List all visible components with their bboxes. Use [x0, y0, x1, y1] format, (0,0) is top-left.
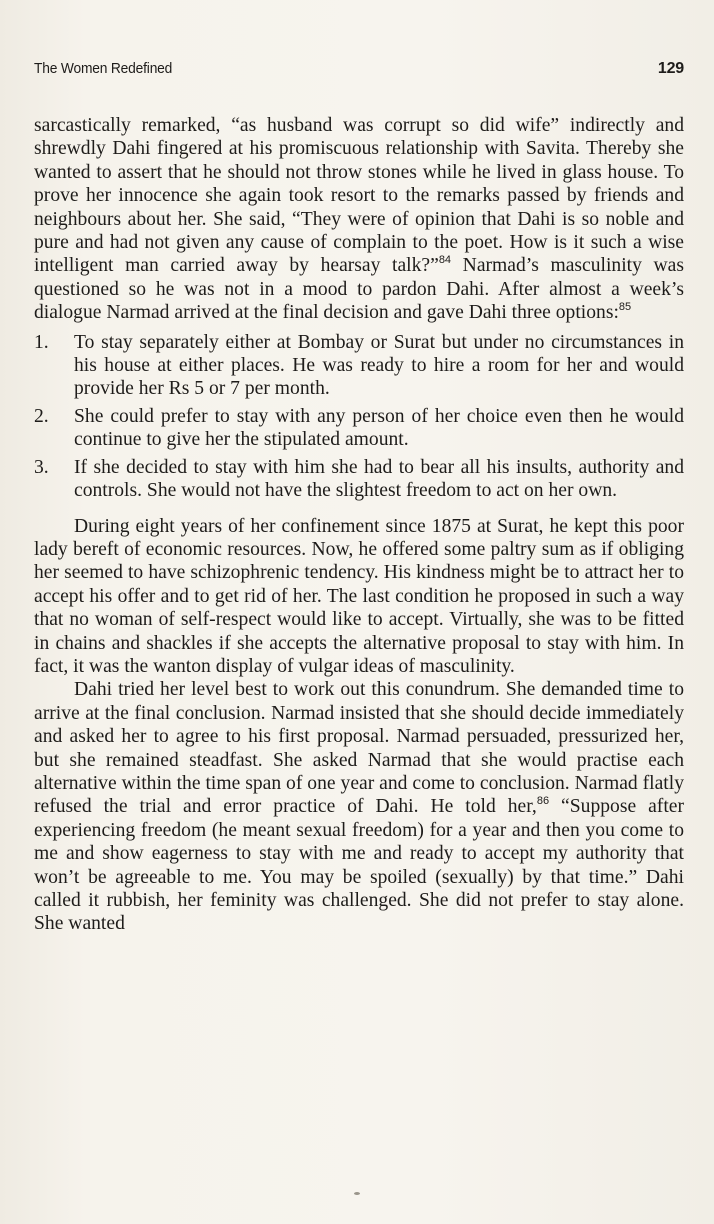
list-item-text: To stay separately either at Bombay or Surat but under no circumstances in his house at either places. He was ready to hire a room for her and would provide her Rs 5 or 7 per month. — [74, 331, 684, 400]
page-header — [34, 56, 684, 82]
list-item-number: 2. — [34, 405, 49, 427]
list-item-number: 1. — [34, 331, 49, 353]
footnote-ref-84: 84 — [438, 254, 452, 267]
page-speck — [354, 1192, 360, 1195]
page-number: 129 — [657, 60, 684, 77]
paragraph-1-text-cont: Narmad’s masculinity was questioned so he was not in a mood to pardon Dahi. After almost a week’s dialogue Narmad arrived at the final decision and gave Dahi three options: — [34, 255, 684, 324]
paragraph-2: During eight years of her confinement since 1875 at Surat, he kept this poor lady bereft of economic resources. Now, he offered some paltry sum as if obliging her seemed to have schizophrenic tendency. His kindness might be to attract her to accept his offer and to get rid of her. The last condition he proposed in such a way that no woman of self-respect would like to accept. Virtually, she was to be fitted in chains and shackles if she accepts the alternative proposal to stay with him. In fact, it was the wanton display of vulgar ideas of masculinity. — [34, 515, 684, 677]
paragraph-1-text: sarcastically remarked, “as husband was corrupt so did wife” indirectly and shrewdly Dahi fingered at his promiscuous relationship with Savita. Thereby she wanted to assert that he should not throw stones while he lived in glass house. To prove her innocence she again took resort to the remarks passed by friends and neighbours about her. She said, “They were of opinion that Dahi is so noble and pure and had not given any cause of complain to the poet. How is it such a wise intelligent man carried away by hearsay talk?” — [34, 115, 684, 277]
list-item — [34, 456, 684, 503]
running-title: The Women Redefined — [34, 60, 173, 77]
paragraph-3-text-cont: “Suppose after experiencing freedom (he meant sexual freedom) for a year and then you come to me and show eagerness to stay with me and ready to accept my authority that won’t be agreeable to me. You may be spoiled (sexually) by that time.” Dahi called it rubbish, her feminity was challenged. She did not prefer to stay alone. She wanted — [34, 796, 684, 935]
paragraph-1 — [34, 114, 684, 325]
paragraph-3 — [34, 678, 684, 935]
footnote-ref-86: 86 — [536, 795, 550, 808]
list-item-number: 3. — [34, 456, 49, 478]
list-item — [34, 331, 684, 401]
body-text — [34, 114, 684, 936]
list-item — [34, 405, 684, 452]
list-item-text: If she decided to stay with him she had to bear all his insults, authority and controls. She would not have the slightest freedom to act on her own. — [74, 456, 684, 502]
options-list — [34, 331, 684, 503]
list-item-text: She could prefer to stay with any person of her choice even then he would continue to give her the stipulated amount. — [74, 405, 684, 451]
footnote-ref-85: 85 — [618, 301, 632, 314]
paragraph-3-text: Dahi tried her level best to work out this conundrum. She demanded time to arrive at the final conclusion. Narmad insisted that she should decide immediately and asked her to agree to his first proposal. Narmad persuaded, pressurized her, but she remained steadfast. She asked Narmad that she would practise each alternative within the time span of one year and come to conclusion. Narmad flatly refused the trial and error practice of Dahi. He told her, — [34, 679, 684, 818]
